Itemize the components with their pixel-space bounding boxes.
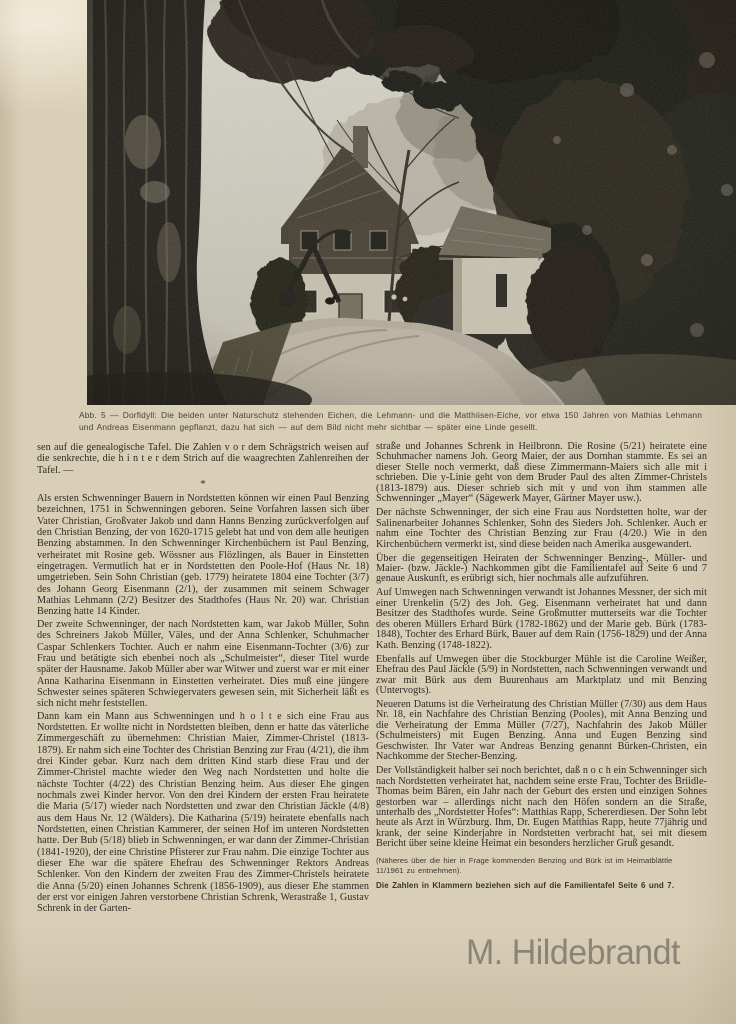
right-text-column: [376, 442, 707, 891]
paragraph: Der zweite Schwenninger, der nach Nordstetten kam, war Jakob Müller, Sohn des Schreiners Jakob Müller, Väles, und der Anna Schlenker, Schuhmacher Caspar Schlenkers Tochter. Auch er nahm eine Eisenmann-Tochter (3/6) zur Frau und betätigte sich ebenbei noch als „Schulmeister“, dieser Titel wurde später der Hausname. Jakob Müller aber war Witwer und zuerst war er mit einer Anna Katharina Eisenmann in Einstetten verheiratet. Dies muß eine jüngere Schwester seines späteren Schwiegervaters gewesen sein, mit Sicherheit läßt es sich nicht mehr feststellen.: [37, 618, 369, 710]
section-separator-star: *: [200, 478, 206, 491]
parenthesis-note: Die Zahlen in Klammern beziehen sich auf die Familientafel Seite 6 und 7.: [376, 881, 675, 891]
footnote: (Näheres über die hier in Frage kommenden Benzing und Bürk ist im Heimatblättle 11/1961 zu entnehmen).: [376, 855, 673, 875]
paragraph: Ebenfalls auf Umwegen über die Stockburger Mühle ist die Caroline Weißer, Ehefrau des Paul Jäckle (5/9) in Nordstetten, nach Schwenningen verwandt und zwar mit Bürk aus dem Buurenhaus am Marktplatz und mit Benzing (Untervogts).: [376, 653, 707, 696]
dorfidyll-photo-illustration: [87, 0, 736, 405]
paragraph: Neueren Datums ist die Verheiratung des Christian Müller (7/30) aus dem Haus Nr. 18, ein Nachfahre des Christian Benzing (Pooles), mit Anna Benzing und die Verheiratung der Emma Müller (7/27), Nachfahrin des Jakob Müller (Schulmeisters) mit Eugen Benzing. Anna und Eugen Benzing sind Geschwister. Ihr Vater war Andreas Benzing genannt Bürken-Christen, ein Nachkomme der Stecher-Benzing.: [376, 698, 707, 763]
right-column-paragraphs: [376, 442, 707, 850]
photo-caption: Abb. 5 — Dorfidyll: Die beiden unter Naturschutz stehenden Eichen, die Lehmann- und die Matthiisen-Eiche, vor etwa 150 Jahren von Mathias Lehmann und Andreas Eisenmann gepflanzt, dazu hat sich — auf dem Bild nicht mehr sichtbar — später eine Linde gesellt.: [79, 410, 702, 432]
paragraph: Dann kam ein Mann aus Schwenningen und h o l t e sich eine Frau aus Nordstetten. Er wollte nicht in Nordstetten bleiben, denn er hatte das väterliche Zimmergeschäft zu übernehmen: Christian Maier, Zimmer-Christel (1813-1879). Er nahm sich eine Tochter des Christian Benzing zur Frau (4/21), die ihm drei Kinder gebar. Kurz nach dem dritten Kind starb diese Frau und der Zimmer-Christel machte wieder den Weg nach Nordstetten und holte die nächste Tochter (4/22) des Christian Benzing heim. Aus dieser Ehe gingen nochmals zwei Kinder hervor. Von den drei Kindern der ersten Frau heiratete die Maria (5/17) wieder nach Nordstetten und zwar den Christian Jäckle (4/8) aus dem Haus Nr. 12 (Wälders). Die Katharina (5/19) heiratete ebenfalls nach Nordstetten, einen Christian Kammerer, der seinen Hof im unteren Nordstetten hatte. Der Bub (5/18) blieb in Schwenningen, er war dann der Zimmer-Christian (1841-1920), der eine Christine Pfisterer zur Frau nahm. Die einzige Tochter aus dieser Ehe war die spätere Ehefrau des Schwenninger Rektors Andreas Schlenker. Von den Kindern der zweiten Frau des Zimmer-Christels heiratete die Anna (5/20) einen Johannes Schrenk (1856-1909), aus dieser Ehe stammen der erst vor einigen Jahren verstorbene Christian Schrenk, Werastraße 1, Gustav Schrenk in der Garten-: [37, 710, 369, 915]
paragraph: straße und Johannes Schrenk in Heilbronn. Die Rosine (5/21) heiratete eine Schuhmacher namens Joh. Georg Maier, der aus Dornhan stammte. Es sei an dieser Stelle noch vermerkt, daß diese Zimmermann-Maiers sich alle mit i schrieben. Die y-Linie geht von dem Bruder Paul des alten Zimmer-Christels (1813-1879) aus. Dieser schrieb sich mit y und von ihm stammen alle Schwenninger „Mayer“ (Sägewerk Mayer, Gärtner Mayer usw.).: [376, 441, 707, 505]
dorfidyll-photo: [87, 0, 736, 405]
owner-watermark: M. Hildebrandt: [466, 933, 680, 972]
paragraph: Der nächste Schwenninger, der sich eine Frau aus Nordstetten holte, war der Salinenarbeiter Johannes Schlenker, Sohn des Sieders Joh. Schlenker. Auch er nahm eine Tochter des Christian Benzing zur Frau (4/20.) Wie in den Kirchenbüchern vermerkt ist, sind diese beiden nach Amerika ausgewandert.: [376, 507, 707, 550]
left-text-column: [37, 442, 369, 916]
paragraph: Auf Umwegen nach Schwenningen verwandt ist Johannes Messner, der sich mit einer Urenkelin (5/2) des Joh. Geg. Eisenmann verheiratet hat und dann Besitzer des Stadthofes wurde. Seine Großmutter mutterseits war die Tochter des oberen Müllers Erhard Bürk (1782-1862) und der Marie geb. Bürk (1783-1848), Tochter des Erhard Bürk, Bauer auf dem Rain (1756-1829) und der Anna Kath. Benzing (1748-1822).: [376, 587, 707, 651]
paragraph: Als ersten Schwenninger Bauern in Nordstetten können wir einen Paul Benzing bezeichnen, 1751 in Schwenningen geboren. Seine Vorfahren lassen sich über Vater Christian, Großvater Jakob und dann Hanns Benzing zurückverfolgen auf den Christian Benzing, der von 1620-1715 gelebt hat und von dem alle heutigen Benzing abstammen. In den Schwenninger Kirchenbüchern ist Paul Benzing, verheiratet mit Rosine geb. Wössner aus Flözlingen, als Bauer in Einstetten eingetragen. Vermutlich hat er in Nordstetten den Poole-Hof (Haus Nr. 18) umgetrieben. Sein Sohn Christian (geb. 1779) heiratete 1804 eine Tochter (3/7) des Johann Georg Eisenmann (2/1), der zusammen mit seinem Schwager Mathias Lehmann (2/2) Besitzer des Stadthofes (Haus Nr. 20) war. Christian Benzing hatte 14 Kinder.: [37, 493, 369, 618]
left-column-paragraphs: [37, 493, 369, 915]
paragraph: Über die gegenseitigen Heiraten der Schwenninger Benzing-, Müller- und Maier- (bzw. Jäckle-) Nachkommen gibt die Familientafel auf Seite 6 und 7 genaue Auskunft, es erübrigt sich, hier nochmals alle aufzuführen.: [376, 552, 707, 585]
paragraph: Der Vollständigkeit halber sei noch berichtet, daß n o c h ein Schwenninger sich nach Nordstetten verheiratet hat, nachdem seine erste Frau, Tochter des Briidle-Thomas beim Bären, ein Jahr nach der Geburt des ersten und einzigen Sohnes gestorben war – allerdings nicht nach den Höfen sondern an die Straße, unterhalb des „Nordstetter Hofes“: Matthias Rapp, Schererdiesen. Der Sohn lebt heute als Arzt in Würzburg. Ihm, Dr. Eugen Matthias Rapp, heute 77jährig und krank, der seine Kinderjahre in Nordstetten verbracht hat, sei mit diesem Bericht über seine kleine Heimat ein besonders herzlicher Gruß gesandt.: [376, 765, 708, 850]
intro-paragraph: sen auf die genealogische Tafel. Die Zahlen v o r dem Schrägstrich weisen auf die senkrechte, die h i n t e r dem Strich auf die waagrechten Zahlenreihen der Tafel. —: [37, 442, 369, 476]
